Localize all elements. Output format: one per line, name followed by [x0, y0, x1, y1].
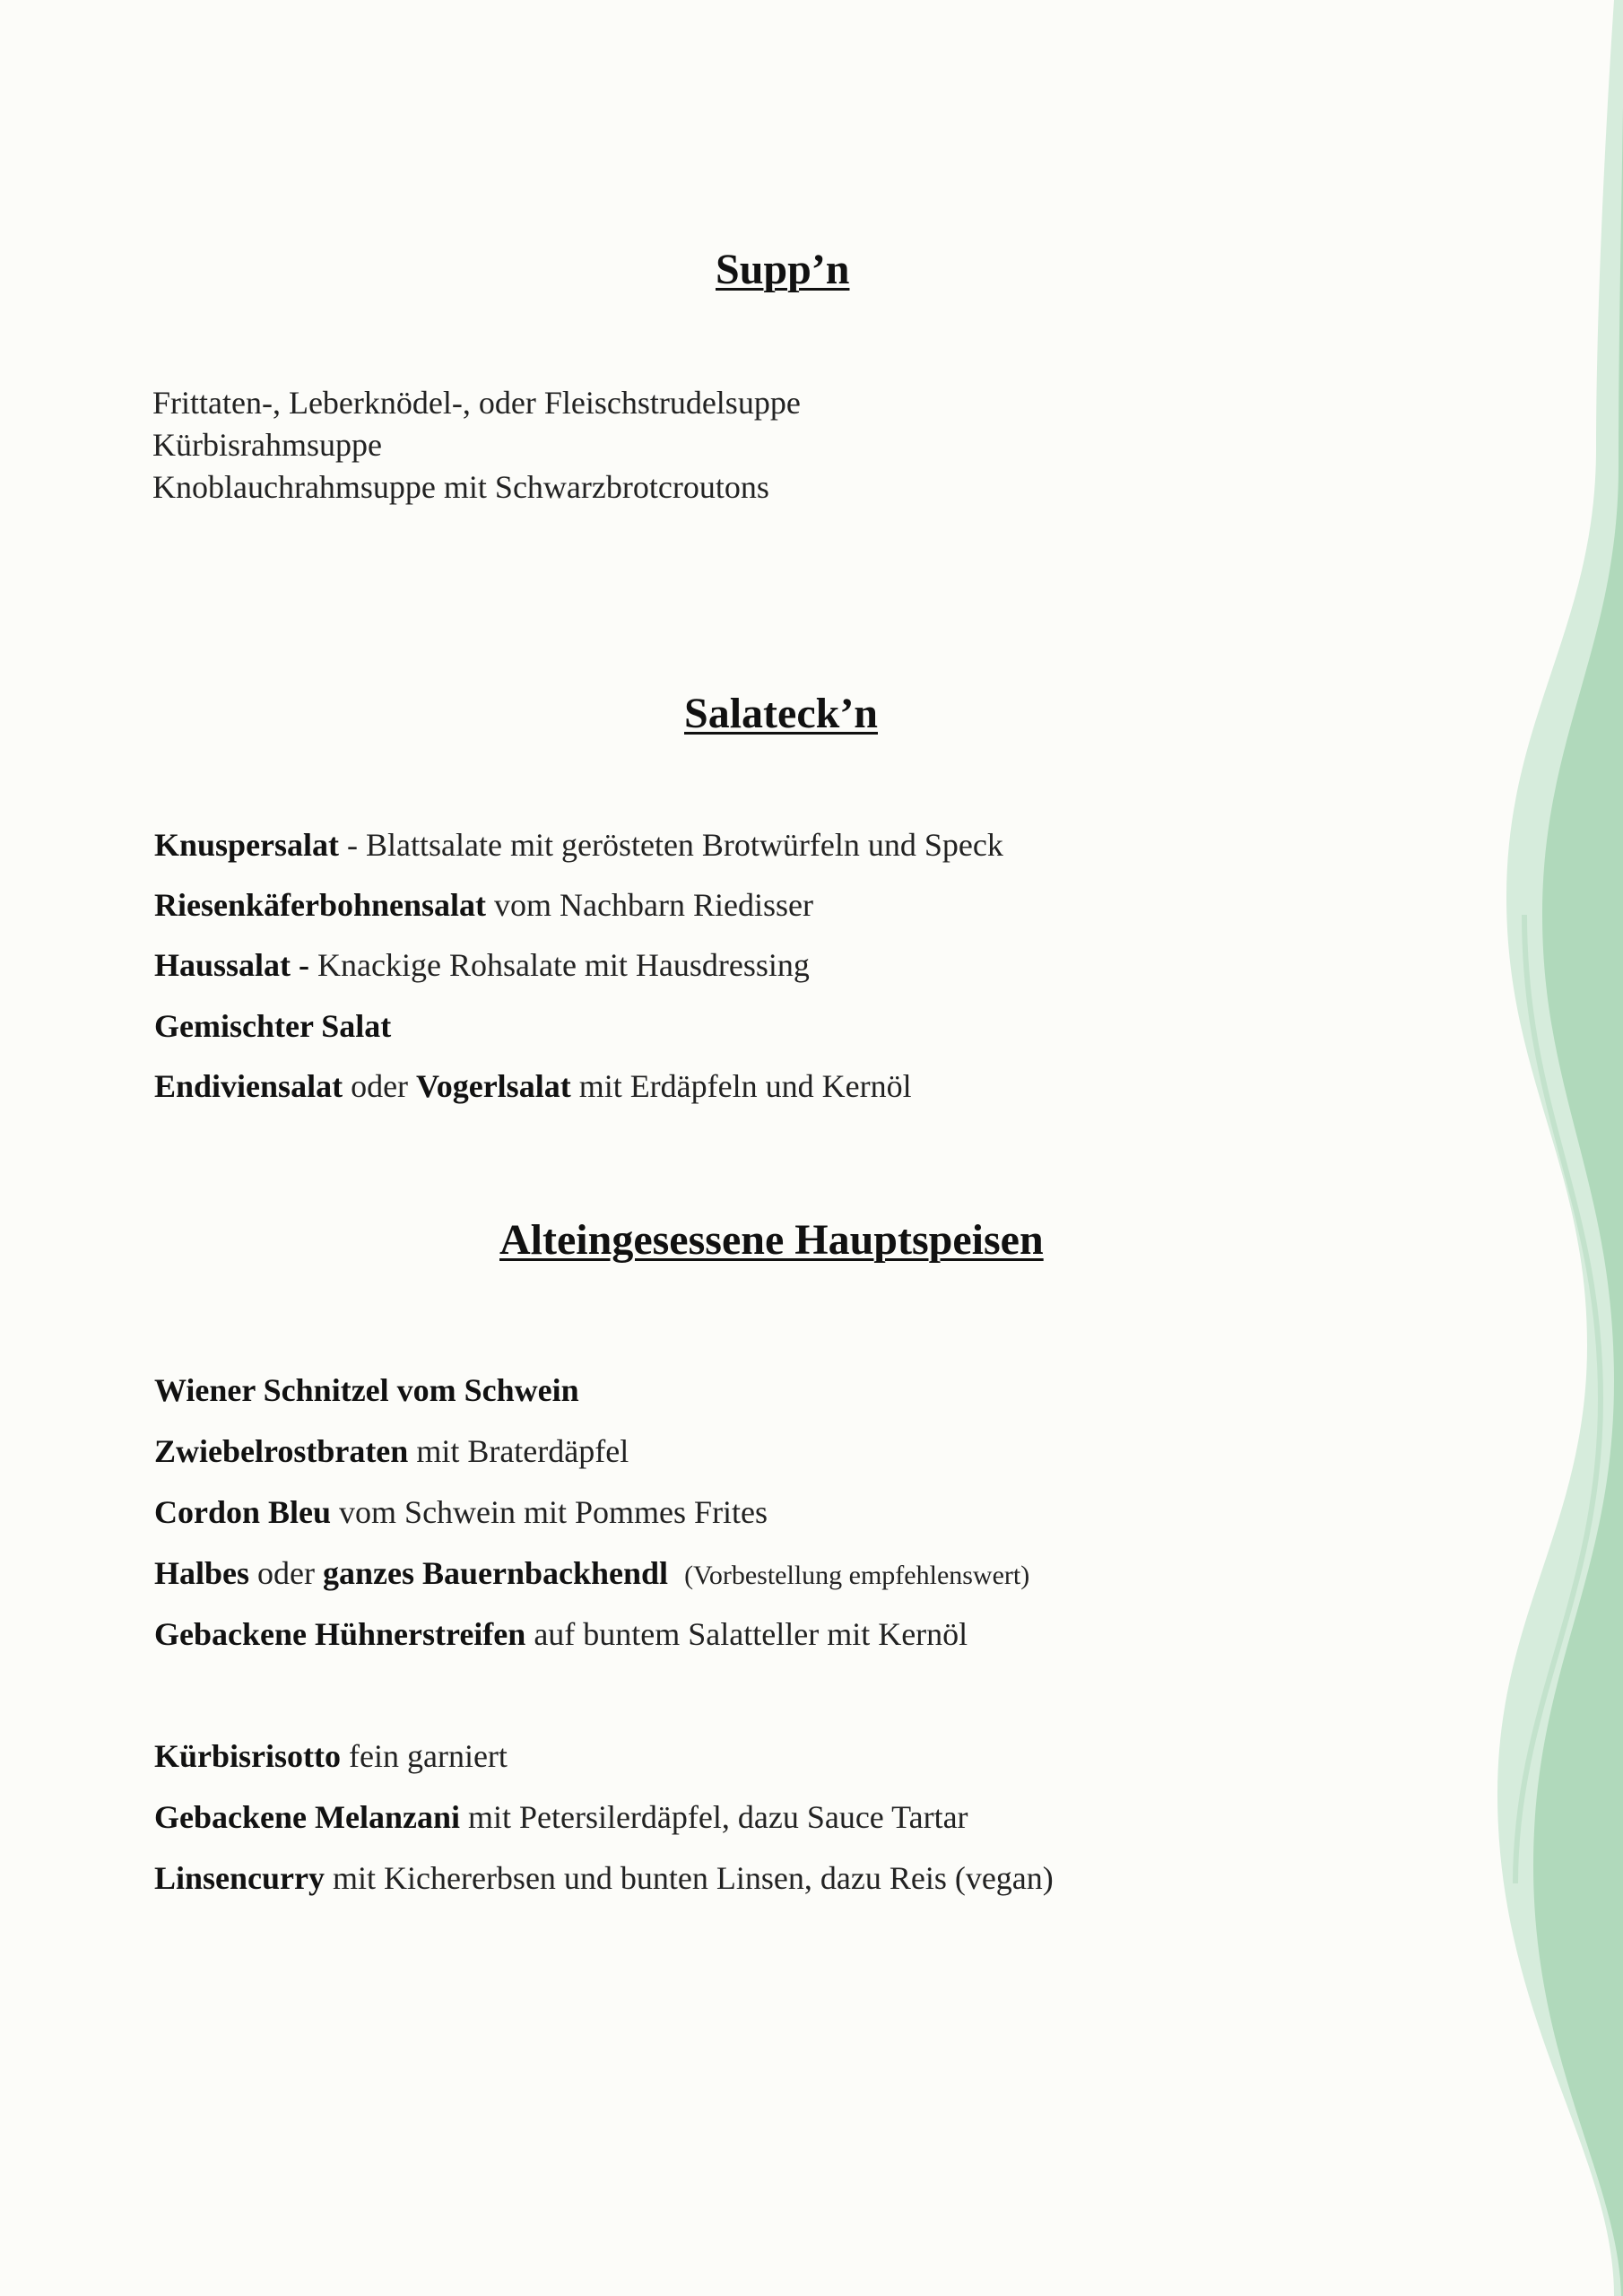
dish-name: Kürbisrisotto [154, 1738, 342, 1774]
soup-item: Knoblauchrahmsuppe mit Schwarzbrotcroutons [152, 469, 769, 505]
salad-item [154, 1067, 912, 1105]
dish-connector: oder [249, 1555, 323, 1591]
dish-name: Vogerlsalat [416, 1068, 571, 1104]
dish-description: Knackige Rohsalate mit Hausdressing [309, 947, 810, 983]
dish-description: vom Schwein mit Pommes Frites [331, 1494, 768, 1530]
dish-name: ganzes Bauernbackhendl [322, 1555, 669, 1591]
dish-description: vom Nachbarn Riedisser [486, 887, 813, 923]
main-item [154, 1554, 1029, 1592]
dish-name: Endiviensalat [154, 1068, 343, 1104]
main-item [154, 1615, 968, 1653]
dish-description: - Blattsalate mit gerösteten Brotwürfeln und Speck [339, 827, 1003, 863]
main-item [154, 1859, 1054, 1897]
dish-name: Gebackene Hühnerstreifen [154, 1616, 526, 1652]
soups-title: Supp’n [716, 246, 850, 293]
main-item [154, 1798, 968, 1836]
dish-description: auf buntem Salatteller mit Kernöl [525, 1616, 968, 1652]
dish-note: (Vorbestellung empfehlenswert) [684, 1561, 1030, 1590]
main-item [154, 1432, 629, 1470]
dish-description: mit Erdäpfeln und Kernöl [570, 1068, 912, 1104]
dish-name: Gebackene Melanzani [154, 1799, 460, 1835]
green-wave-decoration [1480, 0, 1623, 2296]
dish-description: mit Braterdäpfel [408, 1433, 629, 1469]
dish-description: fein garniert [341, 1738, 508, 1774]
dish-name: Gemischter Salat [154, 1008, 392, 1044]
main-item [154, 1371, 579, 1409]
soup-item: Frittaten-, Leberknödel-, oder Fleischstrudelsuppe [152, 385, 801, 421]
salads-title: Salateck’n [684, 690, 878, 737]
dish-name: Halbes [154, 1555, 250, 1591]
dish-name: Haussalat - [154, 947, 310, 983]
dish-connector: oder [343, 1068, 417, 1104]
salad-item [154, 1007, 391, 1045]
main-item [154, 1737, 508, 1775]
dish-description: mit Kichererbsen und bunten Linsen, dazu Reis (vegan) [325, 1860, 1054, 1896]
salad-item [154, 886, 813, 924]
mains-title: Alteingesessene Hauptspeisen [499, 1216, 1044, 1264]
dish-name: Cordon Bleu [154, 1494, 332, 1530]
soup-item: Kürbisrahmsuppe [152, 427, 382, 463]
dish-name: Wiener Schnitzel vom Schwein [154, 1372, 579, 1408]
main-item [154, 1493, 768, 1531]
dish-name: Zwiebelrostbraten [154, 1433, 409, 1469]
dish-name: Knuspersalat [154, 827, 340, 863]
dish-name: Riesenkäferbohnensalat [154, 887, 487, 923]
dish-name: Linsencurry [154, 1860, 325, 1896]
salad-item [154, 946, 810, 984]
dish-description: mit Petersilerdäpfel, dazu Sauce Tartar [459, 1799, 968, 1835]
salad-item [154, 826, 1003, 864]
